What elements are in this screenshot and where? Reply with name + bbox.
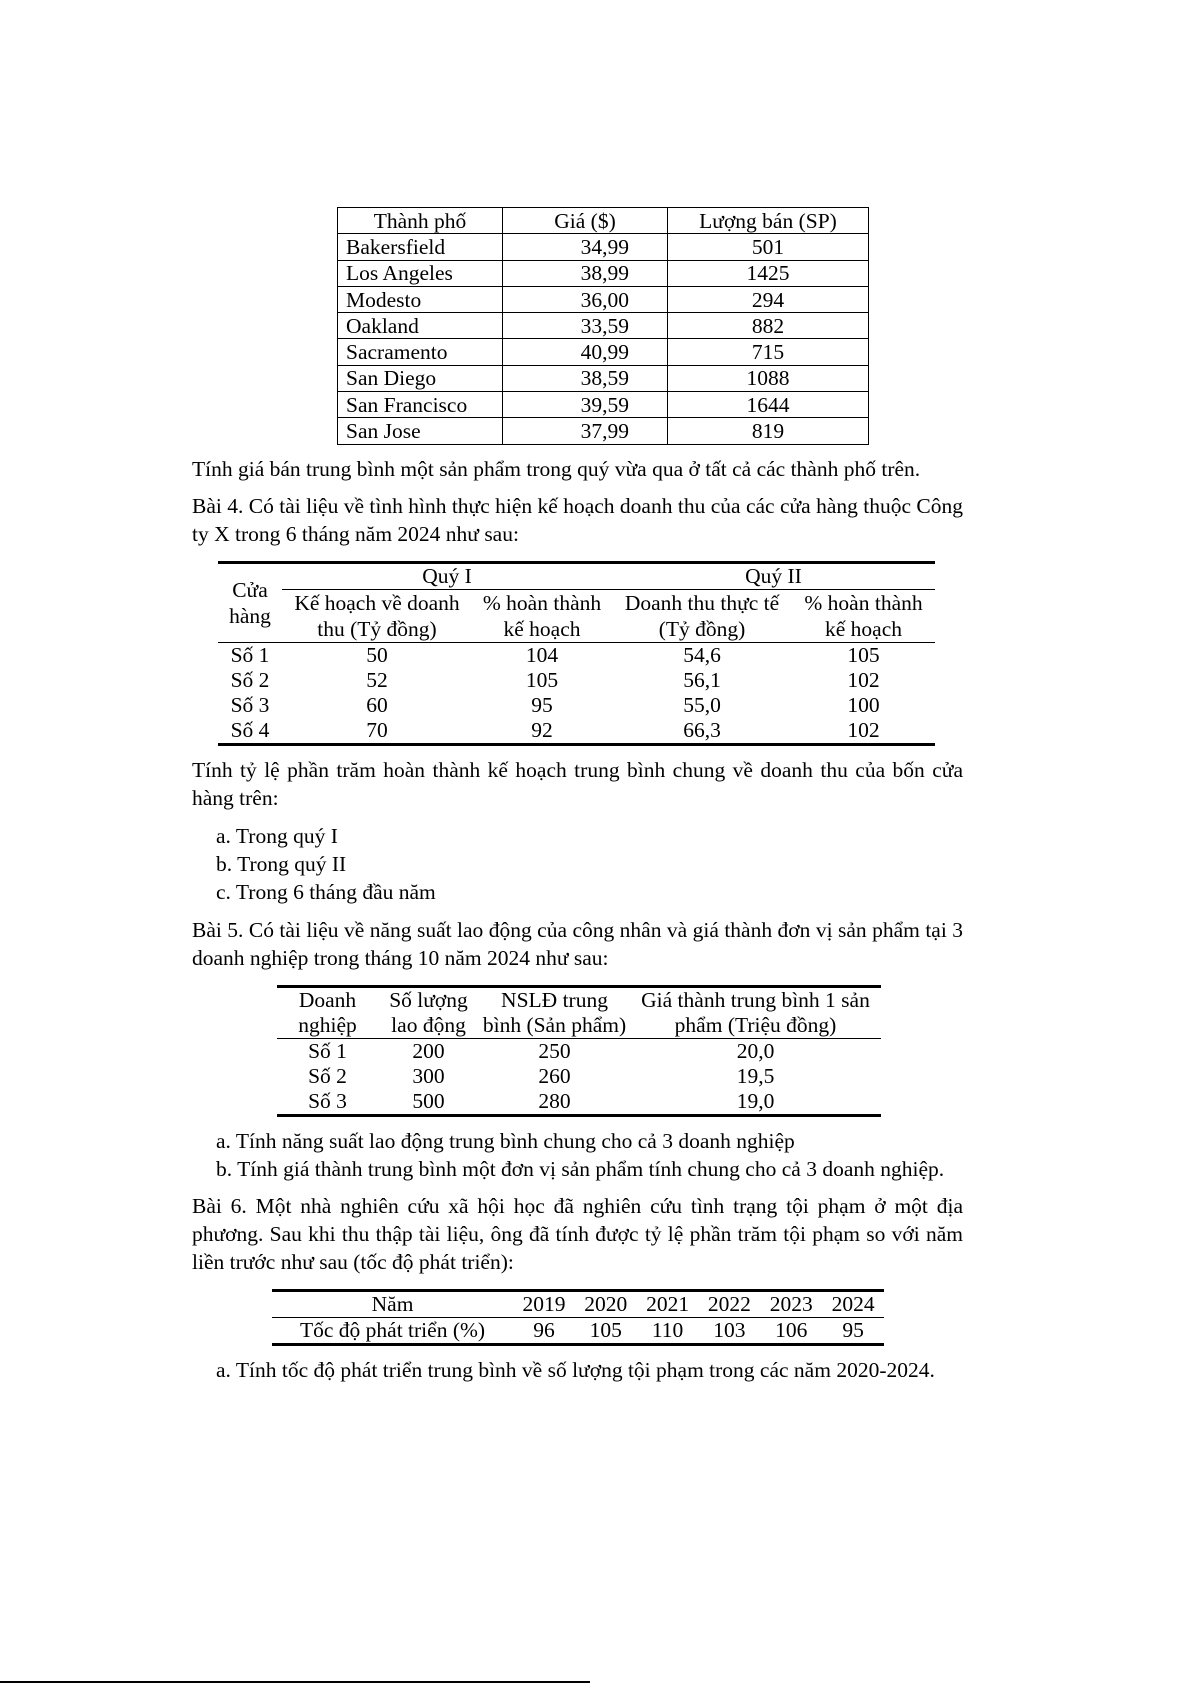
table-cell: 95 [842,1317,864,1342]
table-row [277,1064,881,1089]
price-cell: 37,99 [503,418,668,444]
table-row [338,234,869,260]
table-cell: 106 [775,1317,808,1342]
q4-item-b: b. Trong quý II [216,851,347,876]
header-enterprise: Doanh nghiệp [298,987,357,1037]
table-cell: Số 3 [230,692,270,717]
sales-cell: 501 [668,234,869,260]
q5-item-a: a. Tính năng suất lao động trung bình chung cho cả 3 doanh nghiệp [216,1128,795,1153]
table-row [338,286,869,312]
price-cell: 38,59 [503,365,668,391]
table-row [218,693,935,718]
exercise-4-intro: Bài 4. Có tài liệu về tình hình thực hiện kế hoạch doanh thu của các cửa hàng thuộc Công ty X trong 6 tháng năm 2024 như sau: [192,493,963,546]
table-cell: 300 [412,1063,445,1088]
table-cell: 50 [366,642,388,667]
city-cell: San Diego [338,365,503,391]
table-cell: 54,6 [683,642,721,667]
header-sales: Lượng bán (SP) [668,208,869,234]
table-cell: 280 [538,1088,571,1113]
city-cell: Los Angeles [338,260,503,286]
table-cell: 104 [525,642,559,667]
q5-item-b: b. Tính giá thành trung bình một đơn vị sản phẩm tính chung cho cả 3 doanh nghiệp. [216,1156,945,1181]
city-cell: San Jose [338,418,503,444]
table-cell: 2019 [522,1291,566,1316]
q4-item-c: c. Trong 6 tháng đầu năm [216,879,436,904]
table-cell: 110 [651,1317,684,1342]
table-cell: Năm [371,1291,414,1316]
header-plan: Kế hoạch về doanh thu (Tỷ đồng) [282,589,472,642]
sales-cell: 715 [668,339,869,365]
table-cell: 100 [847,692,880,717]
sales-cell: 294 [668,286,869,312]
header-labor: Số lượng lao động [389,987,468,1037]
table-row [338,339,869,365]
exercise-6-intro: Bài 6. Một nhà nghiên cứu xã hội học đã nghiên cứu tình trạng tội phạm ở một địa phương. Sau khi thu thập tài liệu, ông đã tính được tỷ lệ phần trăm tội phạm so với năm liền trước như sau (tốc độ phát triển): [192,1193,963,1274]
header-q2-pct: % hoàn thành kế hoạch [792,589,935,642]
table-cell: 105 [589,1317,622,1342]
table-row [218,668,935,693]
sales-cell: 1425 [668,260,869,286]
page-bottom-rule [0,1681,590,1683]
table-row [338,365,869,391]
table-cell: 250 [538,1038,571,1063]
table-cell: Số 2 [230,667,270,692]
header-q1-pct: % hoàn thành kế hoạch [472,589,612,642]
table-cell: Số 3 [308,1088,347,1113]
table-cell: 70 [366,717,388,742]
sales-cell: 1088 [668,365,869,391]
table-cell: 200 [412,1038,445,1063]
sales-cell: 819 [668,418,869,444]
table-cell: 105 [525,667,559,692]
header-actual: Doanh thu thực tế (Tỷ đồng) [612,589,792,642]
question-4: Tính tỷ lệ phần trăm hoàn thành kế hoạch trung bình chung về doanh thu của bốn cửa hàng trên: [192,757,963,810]
price-cell: 34,99 [503,234,668,260]
table-row [277,1038,881,1064]
growth-rate-table [272,1289,884,1346]
table-cell: Số 4 [230,717,270,742]
table-cell: 95 [531,692,553,717]
table-cell: 19,0 [736,1088,775,1113]
table-cell: 2023 [769,1291,813,1316]
table-cell: 102 [847,717,880,742]
table-row [272,1290,884,1317]
price-cell: 33,59 [503,313,668,339]
header-productivity: NSLĐ trung bình (Sản phẩm) [482,987,627,1037]
table-cell: 103 [713,1317,746,1342]
table-row [338,313,869,339]
table-cell: Số 1 [230,642,270,667]
table-cell: 56,1 [683,667,721,692]
table-cell: 66,3 [683,717,721,742]
header-price: Giá ($) [503,208,668,234]
q6-item-a: a. Tính tốc độ phát triển trung bình về số lượng tội phạm trong các năm 2020-2024. [216,1357,935,1382]
table-cell: 2020 [584,1291,628,1316]
table-cell: 260 [538,1063,571,1088]
city-cell: Modesto [338,286,503,312]
city-cell: Oakland [338,313,503,339]
table-row [338,418,869,444]
table-cell: 2022 [707,1291,751,1316]
sales-cell: 882 [668,313,869,339]
header-store: Cửa hàng [218,562,282,642]
city-cell: Sacramento [338,339,503,365]
revenue-plan-table [218,561,935,746]
header-unit-cost: Giá thành trung bình 1 sản phẩm (Triệu đồng) [641,987,870,1037]
header-q1: Quý I [282,562,612,589]
table-cell: Tốc độ phát triển (%) [299,1317,486,1342]
table-cell: 52 [366,667,388,692]
header-city: Thành phố [338,208,503,234]
page-content [192,207,963,1384]
table-cell: 105 [847,642,880,667]
table-cell: 96 [533,1317,555,1342]
table-row [277,1089,881,1116]
price-cell: 40,99 [503,339,668,365]
question-3: Tính giá bán trung bình một sản phẩm trong quý vừa qua ở tất cả các thành phố trên. [192,456,921,481]
productivity-table [277,985,881,1117]
price-cell: 38,99 [503,260,668,286]
table-row [272,1317,884,1344]
city-cell: Bakersfield [338,234,503,260]
exercise-5-intro: Bài 5. Có tài liệu về năng suất lao động của công nhân và giá thành đơn vị sản phẩm tại 3 doanh nghiệp trong tháng 10 năm 2024 như sau: [192,917,963,970]
table-cell: 102 [847,667,880,692]
table-cell: 92 [531,717,553,742]
table-cell: 500 [412,1088,445,1113]
price-cell: 39,59 [503,392,668,418]
table-row [338,260,869,286]
table-row [338,392,869,418]
q4-item-a: a. Trong quý I [216,823,338,848]
sales-cell: 1644 [668,392,869,418]
price-cell: 36,00 [503,286,668,312]
table-cell: 20,0 [736,1038,775,1063]
table-cell: Số 2 [308,1063,347,1088]
table-row [218,642,935,668]
header-q2: Quý II [612,562,935,589]
table-cell: 2021 [646,1291,690,1316]
table-cell: Số 1 [308,1038,347,1063]
city-price-table [337,207,869,445]
table-cell: 2024 [831,1291,875,1316]
table-cell: 60 [366,692,388,717]
city-cell: San Francisco [338,392,503,418]
table-row [218,718,935,745]
table-cell: 19,5 [736,1063,775,1088]
table-cell: 55,0 [683,692,721,717]
